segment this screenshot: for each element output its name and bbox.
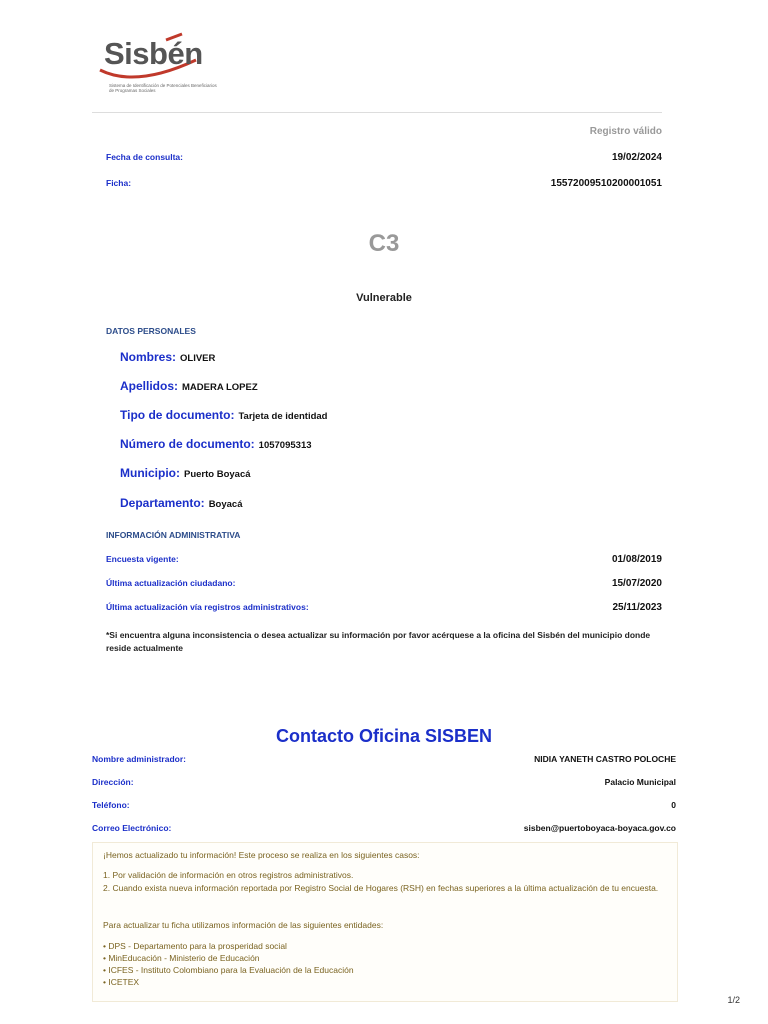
logo-tagline: Sistema de Identificación de Potenciales Beneficiarios de Programas Sociales: [109, 83, 217, 93]
administrador-label: Nombre administrador:: [92, 754, 186, 764]
notice-entity-item: • ICFES - Instituto Colombiano para la Evaluación de la Educación: [103, 965, 354, 975]
apellidos-value: MADERA LOPEZ: [182, 382, 258, 393]
header-divider: [92, 112, 662, 113]
inconsistency-note: *Si encuentra alguna inconsistencia o desea actualizar su información por favor acérquese a la oficina del Sisbén del municipio donde reside actualmente: [106, 630, 651, 653]
telefono-value: 0: [671, 800, 676, 810]
notice-entity-item: • MinEducación - Ministerio de Educación: [103, 953, 260, 963]
contacto-title: Contacto Oficina SISBEN: [275, 726, 493, 746]
notice-case-2: 2. Cuando exista nueva información reportada por Registro Social de Hogares (RSH) en fechas superiores a la última actualización de tu encuesta.: [103, 883, 659, 893]
tipo-documento-value: Tarjeta de identidad: [238, 411, 328, 422]
sisben-logo: [96, 30, 226, 102]
fecha-consulta-value: 19/02/2024: [611, 152, 662, 163]
tipo-documento-label: Tipo de documento:: [120, 408, 235, 422]
actualizacion-ciudadano-label: Última actualización ciudadano:: [106, 578, 236, 588]
notice-entity-item: • ICETEX: [103, 977, 140, 987]
page-number: 1/2: [727, 995, 740, 1005]
telefono-label: Teléfono:: [92, 800, 130, 810]
numero-documento-value: 1057095313: [258, 440, 312, 451]
departamento-row: [120, 494, 243, 512]
notice-entities-intro: Para actualizar tu ficha utilizamos información de las siguientes entidades:: [103, 920, 384, 930]
datos-personales-title: DATOS PERSONALES: [106, 326, 196, 336]
numero-documento-label: Número de documento:: [120, 437, 255, 451]
correo-label: Correo Electrónico:: [92, 823, 172, 833]
actualizacion-ciudadano-value: 15/07/2020: [611, 578, 662, 589]
direccion-value: Palacio Municipal: [604, 777, 676, 787]
encuesta-vigente-value: 01/08/2019: [611, 554, 662, 565]
departamento-label: Departamento:: [120, 496, 205, 510]
notice-intro: ¡Hemos actualizado tu información! Este proceso se realiza en los siguientes casos:: [103, 850, 420, 860]
nombres-label: Nombres:: [120, 350, 177, 364]
ficha-value: 15572009510200001051: [550, 178, 662, 189]
municipio-label: Municipio:: [120, 466, 180, 480]
notice-entity-item: • DPS - Departamento para la prosperidad social: [103, 941, 287, 951]
apellidos-label: Apellidos:: [120, 379, 179, 393]
status-badge: Registro válido: [589, 126, 662, 137]
update-notice-box: [92, 842, 678, 1002]
logo-word: Sisbén: [104, 36, 203, 71]
administrador-value: NIDIA YANETH CASTRO POLOCHE: [534, 754, 676, 764]
apellidos-row: [120, 377, 258, 395]
departamento-value: Boyacá: [208, 499, 243, 510]
municipio-row: [120, 464, 251, 482]
ficha-label: Ficha:: [106, 178, 132, 188]
actualizacion-registros-label: Última actualización vía registros administrativos:: [106, 602, 309, 612]
nombres-row: [120, 348, 215, 366]
notice-case-1: 1. Por validación de información en otros registros administrativos.: [103, 870, 354, 880]
grupo-code: C3: [368, 230, 400, 257]
direccion-label: Dirección:: [92, 777, 134, 787]
encuesta-vigente-label: Encuesta vigente:: [106, 554, 179, 564]
tipo-documento-row: [120, 406, 328, 424]
fecha-consulta-label: Fecha de consulta:: [106, 152, 183, 162]
grupo-description: Vulnerable: [356, 292, 412, 304]
municipio-value: Puerto Boyacá: [184, 469, 251, 480]
nombres-value: OLIVER: [180, 353, 216, 364]
correo-value: sisben@puertoboyaca-boyaca.gov.co: [523, 823, 676, 833]
actualizacion-registros-value: 25/11/2023: [612, 602, 662, 613]
numero-documento-row: [120, 435, 312, 453]
info-admin-title: INFORMACIÓN ADMINISTRATIVA: [106, 530, 241, 540]
